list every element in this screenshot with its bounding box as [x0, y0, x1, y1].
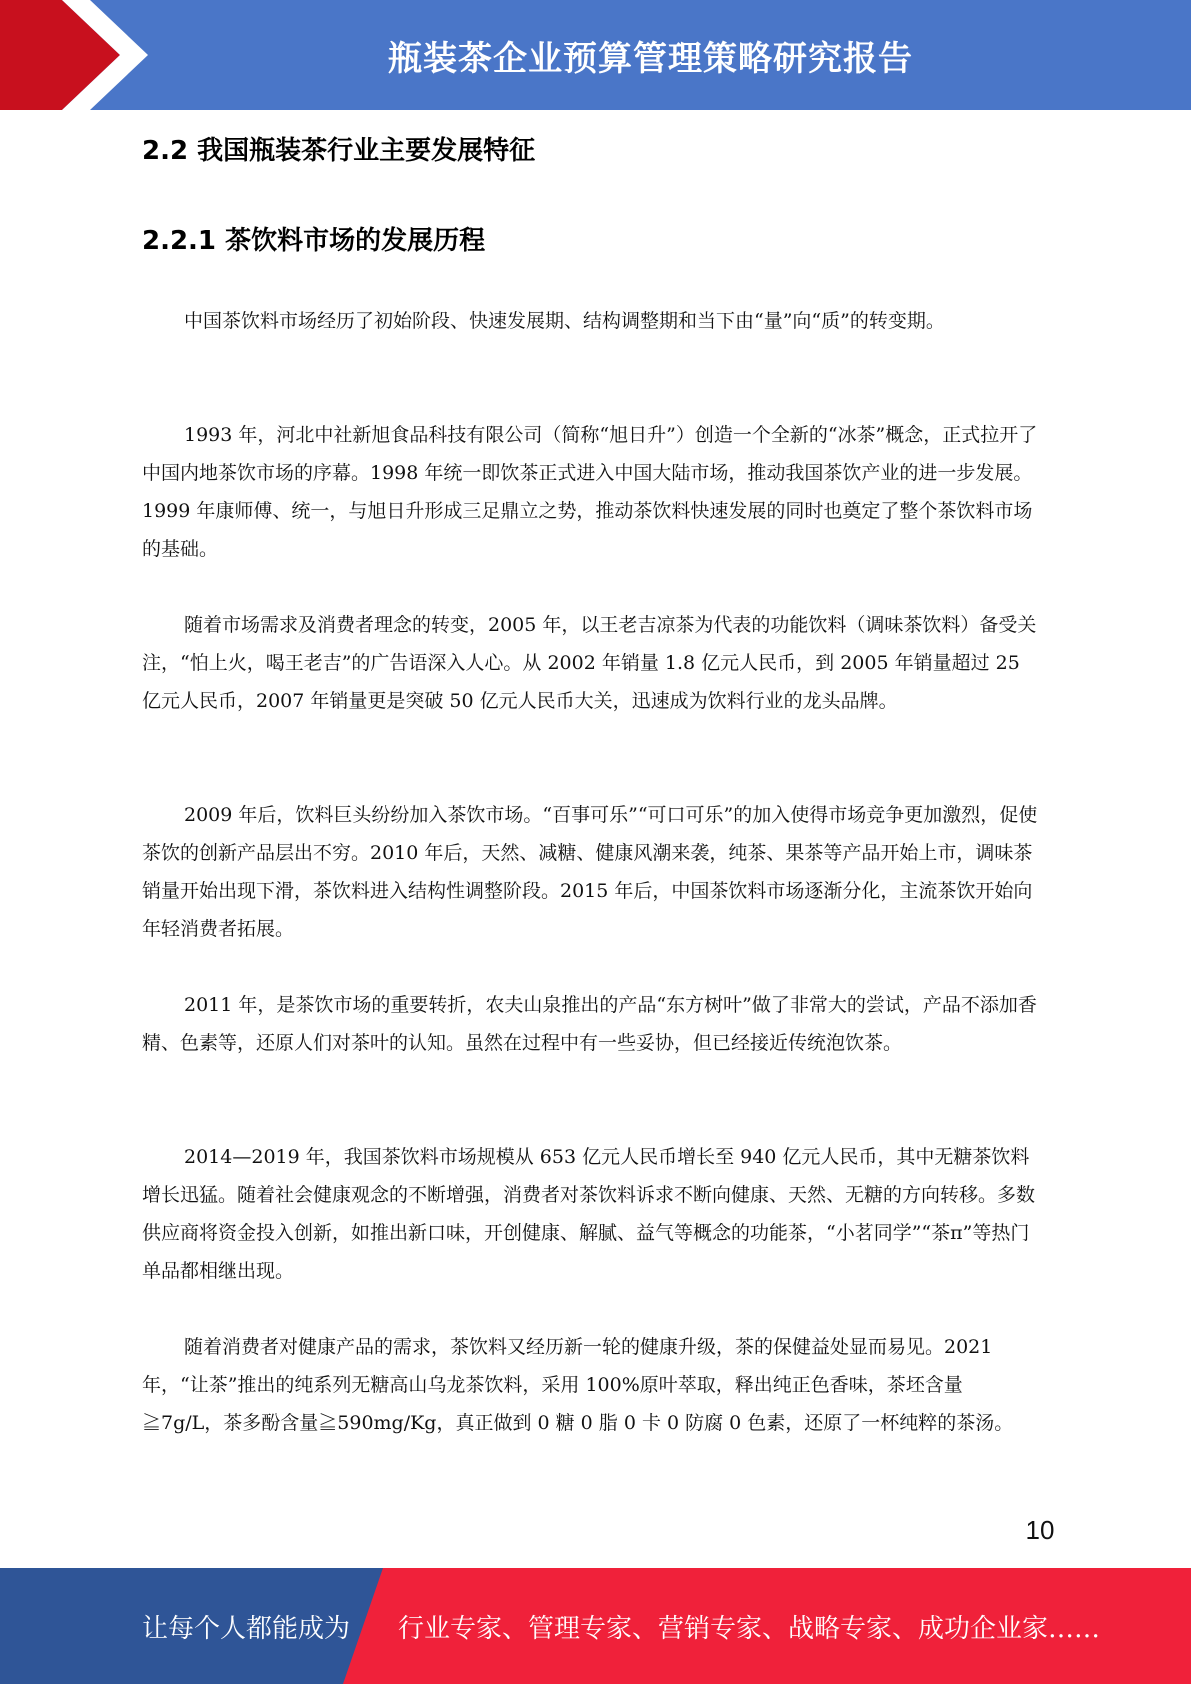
footer-bar: [0, 1568, 1191, 1684]
page-number: 10: [1025, 1515, 1055, 1545]
report-title: 瓶装茶企业预算管理策略研究报告: [388, 38, 913, 79]
paragraph-4: 2009 年后，饮料巨头纷纷加入茶饮市场。“百事可乐”“可口可乐”的加入使得市场竞争更加激烈，促使茶饮的创新产品层出不穷。2010 年后，天然、减糖、健康风潮来袭，纯茶、果茶等产品开始上市，调味茶销量开始出现下滑，茶饮料进入结构性调整阶段。2015 年后，中国茶饮料市场逐渐分化，主流茶饮开始向年轻消费者拓展。: [142, 804, 1038, 940]
paragraph-5: 2011 年，是茶饮市场的重要转折，农夫山泉推出的产品“东方树叶”做了非常大的尝试，产品不添加香精、色素等，还原人们对茶叶的认知。虽然在过程中有一些妥协，但已经接近传统泡饮茶。: [142, 994, 1037, 1054]
paragraph-2: 1993 年，河北中社新旭食品科技有限公司（简称“旭日升”）创造一个全新的“冰茶”概念，正式拉开了中国内地茶饮市场的序幕。1998 年统一即饮茶正式进入中国大陆市场，推动我国茶饮产业的进一步发展。1999 年康师傅、统一，与旭日升形成三足鼎立之势，推动茶饮料快速发展的同时也奠定了整个茶饮料市场的基础。: [142, 424, 1038, 560]
paragraph-7: 随着消费者对健康产品的需求，茶饮料又经历新一轮的健康升级，茶的保健益处显而易见。2021 年，“让茶”推出的纯系列无糖高山乌龙茶饮料，采用 100%原叶萃取，释出纯正色香味，茶坯含量≧7g/L，茶多酚含量≧590mg/Kg，真正做到 0 糖 0 脂 0 卡 0 防腐 0 色素，还原了一杯纯粹的茶汤。: [142, 1336, 1014, 1434]
paragraph-1: 中国茶饮料市场经历了初始阶段、快速发展期、结构调整期和当下由“量”向“质”的转变期。: [184, 310, 945, 332]
footer-slogan-right: 行业专家、管理专家、营销专家、战略专家、成功企业家……: [398, 1613, 1101, 1644]
paragraph-3: 随着市场需求及消费者理念的转变，2005 年，以王老吉凉茶为代表的功能饮料（调味茶饮料）备受关注，“怕上火，喝王老吉”的广告语深入人心。从 2002 年销量 1.8 亿元人民币，到 2005 年销量超过 25 亿元人民币，2007 年销量更是突破 50 亿元人民币大关，迅速成为饮料行业的龙头品牌。: [142, 614, 1037, 712]
footer-slogan-left: 让每个人都能成为: [142, 1613, 351, 1644]
paragraph-6: 2014—2019 年，我国茶饮料市场规模从 653 亿元人民币增长至 940 亿元人民币，其中无糖茶饮料增长迅猛。随着社会健康观念的不断增强，消费者对茶饮料诉求不断向健康、天然、无糖的方向转移。多数供应商将资金投入创新，如推出新口味，开创健康、解腻、益气等概念的功能茶，“小茗同学”“茶π”等热门单品都相继出现。: [142, 1146, 1036, 1282]
subsection-heading: 2.2.1 茶饮料市场的发展历程: [142, 226, 486, 256]
header-bar: [0, 0, 1191, 110]
section-heading: 2.2 我国瓶装茶行业主要发展特征: [142, 136, 536, 166]
